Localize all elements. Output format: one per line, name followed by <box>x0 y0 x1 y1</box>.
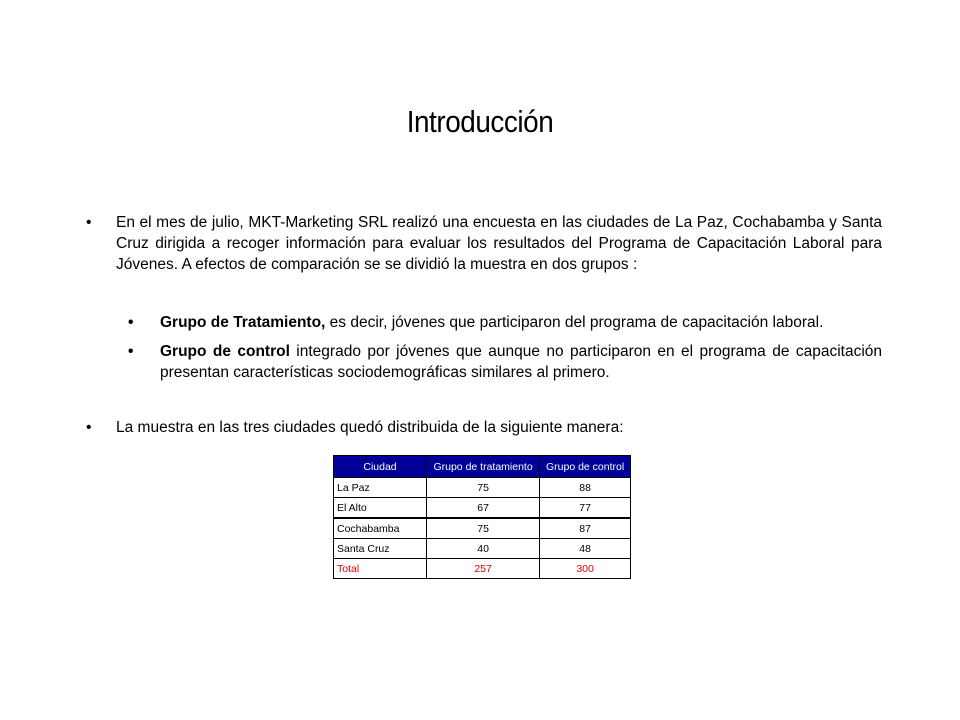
group-list <box>128 312 882 391</box>
bullet-intro <box>86 212 882 275</box>
intro-text: En el mes de julio, MKT-Marketing SRL realizó una encuesta en las ciudades de La Paz, Cochabamba y Santa Cruz dirigida a recoger información para evaluar los resultados del Programa de Capacitación Laboral para Jóvenes. A efectos de comparación se se dividió la muestra en dos grupos : <box>116 214 882 273</box>
table-row <box>334 478 631 498</box>
main-bullets <box>86 212 882 275</box>
cell-total-control: 300 <box>540 559 631 579</box>
group-treatment-text: es decir, jóvenes que participaron del programa de capacitación laboral. <box>325 314 824 331</box>
cell-city: Santa Cruz <box>334 539 427 559</box>
cell-total-label: Total <box>334 559 427 579</box>
cell-treatment: 40 <box>427 539 540 559</box>
group-item-control <box>128 341 882 383</box>
group-control-label: Grupo de control <box>160 343 290 360</box>
cell-treatment: 75 <box>427 478 540 498</box>
bullet-dot: • <box>86 214 92 231</box>
bullet-dot: • <box>128 314 134 331</box>
header-tratamiento: Grupo de tratamiento <box>427 456 540 478</box>
table-header-row <box>334 456 631 478</box>
table-total-row <box>334 559 631 579</box>
table-row <box>334 518 631 539</box>
sample-text: La muestra en las tres ciudades quedó distribuida de la siguiente manera: <box>116 419 624 436</box>
bullet-sample <box>86 417 912 438</box>
page-title: Introducción <box>406 104 554 139</box>
bullet-dot: • <box>86 419 92 436</box>
cell-control: 48 <box>540 539 631 559</box>
cell-treatment: 67 <box>427 498 540 519</box>
cell-city: Cochabamba <box>334 518 427 539</box>
cell-control: 88 <box>540 478 631 498</box>
header-ciudad: Ciudad <box>334 456 427 478</box>
cell-total-treatment: 257 <box>427 559 540 579</box>
table-row <box>334 539 631 559</box>
table-row <box>334 498 631 519</box>
cell-city: La Paz <box>334 478 427 498</box>
distribution-table <box>333 455 631 579</box>
group-item-treatment <box>128 312 882 333</box>
cell-treatment: 75 <box>427 518 540 539</box>
cell-city: El Alto <box>334 498 427 519</box>
header-control: Grupo de control <box>540 456 631 478</box>
cell-control: 77 <box>540 498 631 519</box>
group-treatment-label: Grupo de Tratamiento, <box>160 314 326 331</box>
bullet-dot: • <box>128 343 134 360</box>
group-control-text: integrado por jóvenes que aunque no participaron en el programa de capacitación presentan características sociodemográficas similares al primero. <box>160 343 883 381</box>
cell-control: 87 <box>540 518 631 539</box>
